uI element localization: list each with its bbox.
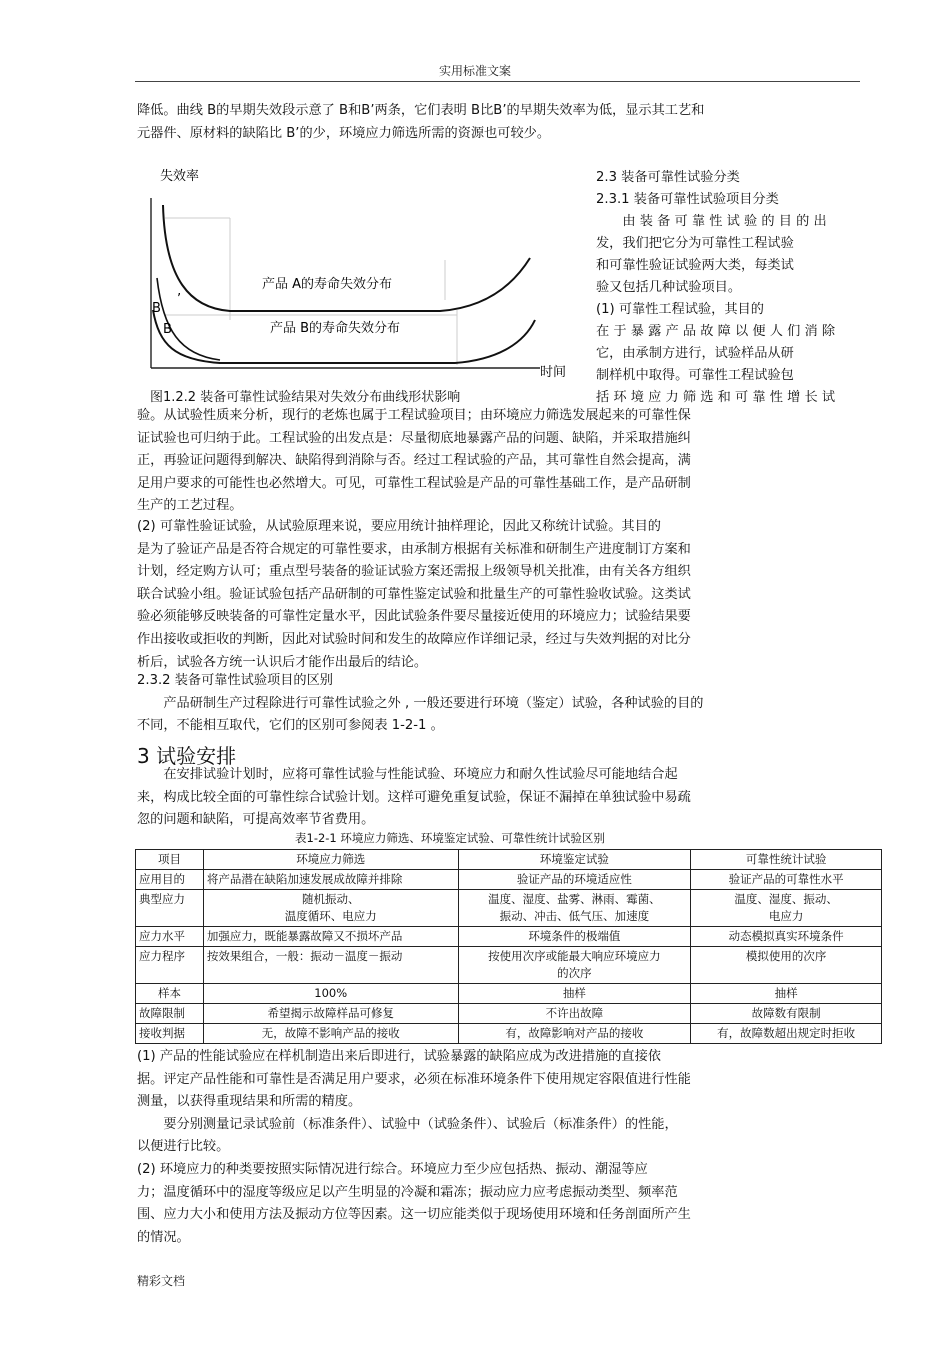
table-row [136, 947, 882, 984]
table-cell: 不许出故障 [458, 1004, 691, 1024]
table-header-cell: 环境鉴定试验 [458, 850, 691, 870]
text-line: 元器件、原材料的缺陷比 B’的少，环境应力筛选所需的资源也可较少。 [137, 125, 551, 141]
text-line: 验。从试验性质来分析，现行的老炼也属于工程试验项目；由环境应力筛选发展起来的可靠性保 [137, 408, 691, 423]
table-cell: 加强应力，既能暴露故障又不损坏产品 [203, 927, 458, 947]
curve-b-label: 产品 B的寿命失效分布 [270, 321, 401, 336]
text-line: 析后，试验各方统一认识后才能作出最后的结论。 [137, 654, 428, 670]
text-line: 足用户要求的可能性也必然增大。可见，可靠性工程试验是产品的可靠性基础工作，是产品研制 [137, 475, 691, 491]
section-heading-3: 3 试验安排 [137, 744, 237, 768]
verification-test-paragraph [137, 516, 691, 674]
curve-a-label: 产品 A的寿命失效分布 [262, 277, 393, 292]
text-line: 降低。曲线 B的早期失效段示意了 B和B’两条，它们表明 B比B’的早期失效率为低，显示其工艺和 [137, 103, 705, 118]
comparison-table [135, 849, 882, 1044]
table-caption: 表1-2-1 环境应力筛选、环境鉴定试验、可靠性统计试验区别 [295, 831, 605, 845]
text-line: 它，由承制方进行，试验样品从研 [596, 346, 794, 361]
table-row [136, 1004, 882, 1024]
table-cell: 无，故障不影响产品的接收 [203, 1024, 458, 1044]
table-header-cell: 项目 [136, 850, 204, 870]
text-line: 证试验也可归纳于此。工程试验的出发点是：尽量彻底地暴露产品的问题、缺陷，并采取措施纠 [137, 430, 691, 446]
text-line: 联合试验小组。验证试验包括产品研制的可靠性鉴定试验和批量生产的可靠性验收试验。这类试 [137, 586, 691, 602]
table-cell: 典型应力 [136, 890, 204, 927]
section-heading-2-3-1: 2.3.1 装备可靠性试验项目分类 [596, 192, 779, 207]
table-cell: 抽样 [458, 984, 691, 1004]
table-cell: 将产品潜在缺陷加速发展成故障并排除 [203, 870, 458, 890]
table-cell: 按使用次序或能最大响应环境应力 的次序 [458, 947, 691, 984]
curve-b [153, 310, 535, 363]
text-line: 在 于 暴 露 产 品 故 障 以 便 人 们 消 除 [596, 324, 836, 339]
text-line: 括 环 境 应 力 筛 选 和 可 靠 性 增 长 试 [596, 390, 836, 405]
table-row [136, 927, 882, 947]
text-line: 不同，不能相互取代，它们的区别可参阅表 1-2-1 。 [137, 718, 444, 734]
text-line: 计划，经定购方认可；重点型号装备的验证试验方案还需报上级领导机关批准，由有关各方组织 [137, 564, 691, 580]
section-heading-2-3: 2.3 装备可靠性试验分类 [596, 170, 740, 185]
table-cell: 温度、湿度、振动、 电应力 [691, 890, 882, 927]
mark-prime: ’ [177, 292, 182, 307]
curve-a [163, 205, 530, 311]
table-row [136, 870, 882, 890]
text-line: 是为了验证产品是否符合规定的可靠性要求，由承制方根据有关标准和研制生产进度制订方案和 [137, 541, 691, 557]
table-cell: 验证产品的可靠性水平 [691, 870, 882, 890]
table-cell: 模拟使用的次序 [691, 947, 882, 984]
right-column-text [596, 167, 835, 409]
text-line: 来，构成比较全面的可靠性综合试验计划。这样可避免重复试验，保证不漏掉在单独试验中易疏 [137, 789, 691, 805]
text-line: 验又包括几种试验项目。 [596, 280, 742, 295]
text-line: 以便进行比较。 [137, 1139, 230, 1155]
failure-curve-figure [135, 160, 575, 410]
table-row [136, 890, 882, 927]
text-line: (2) 环境应力的种类要按照实际情况进行综合。环境应力至少应包括热、振动、潮湿等应 [137, 1161, 648, 1177]
text-line: 制样机中取得。可靠性工程试验包 [596, 368, 794, 383]
table-row [136, 1024, 882, 1044]
text-line: (1) 可靠性工程试验，其目的 [596, 302, 764, 317]
table-header-row [136, 850, 882, 870]
text-line: 要分别测量记录试验前（标准条件）、试验中（试验条件）、试验后（标准条件）的性能， [137, 1116, 678, 1132]
text-line: (1) 产品的性能试验应在样机制造出来后即进行，试验暴露的缺陷应成为改进措施的直接依 [137, 1049, 661, 1064]
table-cell: 抽样 [691, 984, 882, 1004]
table-cell: 应用目的 [136, 870, 204, 890]
performance-test-paragraph [137, 1046, 691, 1249]
text-line: 作出接收或拒收的判断，因此对试验时间和发生的故障应作详细记录，经过与失效判据的对比分 [137, 631, 691, 647]
text-line: 据。评定产品性能和可靠性是否满足用户要求，必须在标准环境条件下使用规定容限值进行性能 [137, 1071, 691, 1087]
text-line: 和可靠性验证试验两大类，每类试 [596, 258, 794, 273]
section-3-paragraph [137, 764, 691, 832]
page-header: 实用标准文案 [438, 64, 511, 78]
table-row [136, 984, 882, 1004]
text-line: 在安排试验计划时，应将可靠性试验与性能试验、环境应力和耐久性试验尽可能地结合起 [137, 767, 678, 782]
table-cell: 验证产品的环境适应性 [458, 870, 691, 890]
curve-b-prime [157, 278, 220, 360]
text-line: 围、应力大小和使用方法及振动方位等因素。这一切应能类似于现场使用环境和任务剖面所产生 [137, 1207, 691, 1223]
table-cell: 样本 [136, 984, 204, 1004]
table-cell: 接收判据 [136, 1024, 204, 1044]
text-line: (2) 可靠性验证试验，从试验原理来说，要应用统计抽样理论，因此又称统计试验。其目的 [137, 519, 661, 534]
mark-b: B [163, 322, 172, 337]
mark-b-prime: B [152, 301, 161, 316]
text-line: 测量，以获得重现结果和所需的精度。 [137, 1094, 362, 1110]
section-2-3-2 [137, 670, 703, 738]
table-cell: 故障数有限制 [691, 1004, 882, 1024]
engineering-test-paragraph [137, 405, 691, 518]
text-line: 产品研制生产过程除进行可靠性试验之外 , 一般还要进行环境（鉴定）试验，各种试验的目的 [137, 695, 704, 711]
text-line: 忽的问题和缺陷，可提高效率节省费用。 [137, 812, 375, 828]
table-cell: 希望揭示故障样品可修复 [203, 1004, 458, 1024]
table-cell: 温度、湿度、盐雾、淋雨、霉菌、 振动、冲击、低气压、加速度 [458, 890, 691, 927]
header-divider [135, 81, 860, 82]
table-cell: 应力水平 [136, 927, 204, 947]
section-heading-2-3-2: 2.3.2 装备可靠性试验项目的区别 [137, 673, 333, 688]
intro-paragraph [137, 100, 704, 145]
x-axis-label: 时间 [540, 365, 567, 380]
y-axis-label: 失效率 [160, 169, 200, 184]
table-cell: 应力程序 [136, 947, 204, 984]
table-cell: 环境条件的极端值 [458, 927, 691, 947]
text-line: 验必须能够反映装备的可靠性定量水平，因此试验条件要尽量接近使用的环境应力；试验结果要 [137, 609, 691, 625]
table-cell: 有，故障数超出规定时拒收 [691, 1024, 882, 1044]
table-cell: 随机振动、 温度循环、电应力 [203, 890, 458, 927]
table-cell: 按效果组合，一般：振动－温度－振动 [203, 947, 458, 984]
table-cell: 有，故障影响对产品的接收 [458, 1024, 691, 1044]
text-line: 由 装 备 可 靠 性 试 验 的 目 的 出 [596, 214, 827, 229]
table-header-cell: 可靠性统计试验 [691, 850, 882, 870]
table-cell: 动态模拟真实环境条件 [691, 927, 882, 947]
text-line: 的情况。 [137, 1229, 190, 1245]
text-line: 正，再验证问题得到解决、缺陷得到消除与否。经过工程试验的产品，其可靠性自然会提高，满 [137, 453, 691, 469]
text-line: 发，我们把它分为可靠性工程试验 [596, 236, 794, 251]
table-cell: 故障限制 [136, 1004, 204, 1024]
table-header-cell: 环境应力筛选 [203, 850, 458, 870]
text-line: 力；温度循环中的湿度等级应足以产生明显的冷凝和霜冻；振动应力应考虑振动类型、频率范 [137, 1184, 678, 1200]
table-cell: 100% [203, 984, 458, 1004]
text-line: 生产的工艺过程。 [137, 498, 243, 514]
figure-drawing [135, 160, 575, 390]
figure-caption: 图1.2.2 装备可靠性试验结果对失效分布曲线形状影响 [150, 390, 461, 405]
page-footer: 精彩文档 [137, 1274, 186, 1288]
